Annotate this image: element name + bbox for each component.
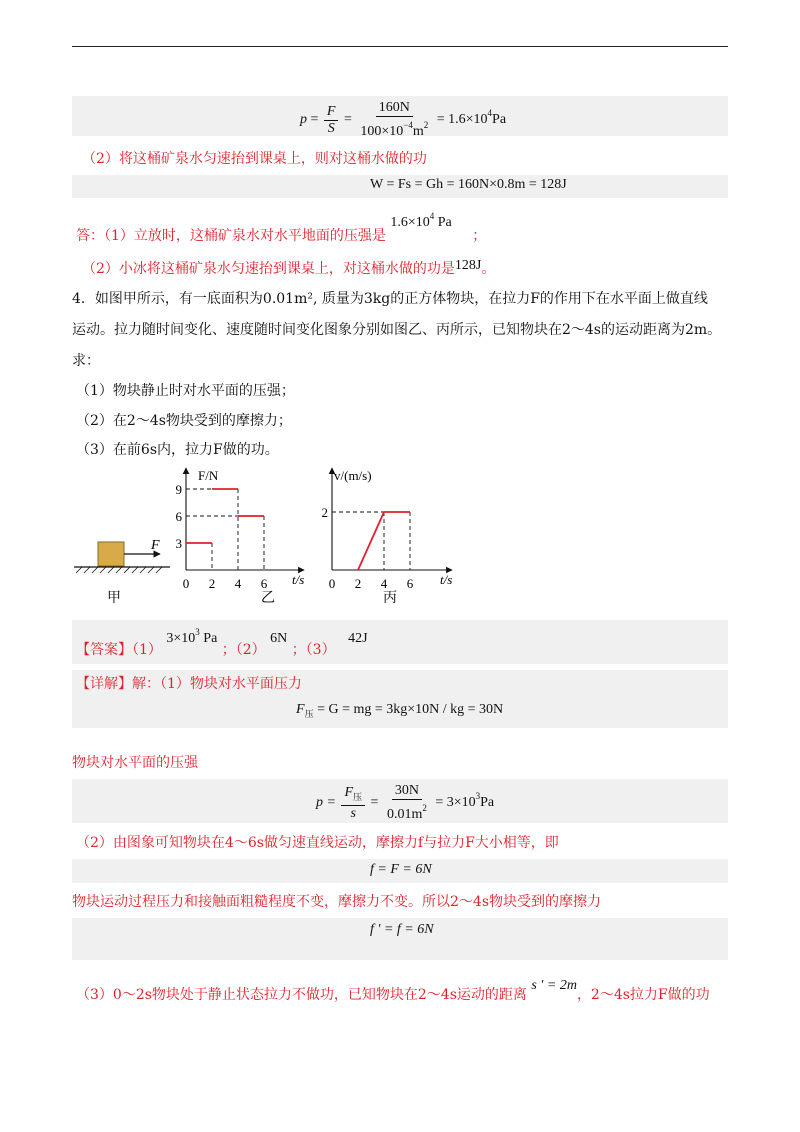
block <box>98 542 124 566</box>
x-axis-label: t/s <box>440 572 453 587</box>
detail-intro: 【详解】解：（1）物块对水平面压力 <box>76 676 302 692</box>
diagram-jia <box>74 538 170 606</box>
equation-friction: f = F = 6N <box>370 862 432 877</box>
pressure-label: 物块对水平面的压强 <box>72 755 198 771</box>
answer-band <box>72 620 728 664</box>
x-tick-label: 4 <box>234 576 242 591</box>
x-axis-label: t/s <box>292 572 305 587</box>
x-tick-label: 4 <box>380 576 388 591</box>
y-tick-label: 6 <box>175 509 182 524</box>
y-axis-label: v/(m/s) <box>334 468 372 483</box>
x-tick-label: 6 <box>406 576 414 591</box>
x-tick-label: 6 <box>260 576 268 591</box>
detail-band <box>72 670 728 728</box>
y-axis-label: F/N <box>198 468 219 483</box>
label-bing: 丙 <box>383 591 397 606</box>
y-tick-label: 9 <box>175 482 182 497</box>
chart-velocity-time <box>322 468 453 606</box>
x-tick-label: 2 <box>354 576 362 591</box>
answer-summary: 【答案】（1） $3\times 10^3$ Pa ；（2） 6N ；（3） 42J <box>76 627 368 658</box>
question-4-line-3: 求： <box>72 353 100 369</box>
label-jia: 甲 <box>107 591 121 606</box>
step3-line: （3）0～2s物块处于静止状态拉力不做功，已知物块在2～4s运动的距离 s ′ = 2m，2～4s拉力F做的功 <box>76 978 710 1003</box>
question-4-sub-3: （3）在前6s内，拉力F做的功。 <box>76 442 279 458</box>
label-yi: 乙 <box>261 591 275 606</box>
friction-note: 物块运动过程压力和接触面粗糙程度不变，摩擦力不变。所以2～4s物块受到的摩擦力 <box>72 894 601 910</box>
answer-line-2: （2）小冰将这桶矿泉水匀速抬到课桌上，对这桶水做的功是128J。 <box>82 258 496 277</box>
header-rule <box>72 46 728 47</box>
equation-band-block-pressure <box>72 779 728 823</box>
equation-band-pressure <box>72 96 728 139</box>
y-tick-label: 2 <box>321 505 328 520</box>
question-4-sub-1: （1）物块静止时对水平面的压强； <box>76 383 295 399</box>
figure-question-4 <box>60 462 480 610</box>
step2-detail: （2）由图象可知物块在4～6s做匀速直线运动，摩擦力f与拉力F大小相等，即 <box>76 835 559 851</box>
ground-hatch <box>76 567 162 573</box>
equation-band-work <box>72 175 728 198</box>
equation-work: W = Fs = Gh = 160N×0.8m = 128J <box>370 177 567 192</box>
equation-pressure: p = $\frac{F}{S}$ = $\frac{160N}{100\times 10^{-4}m^2}$ = $1.6\times 10^4Pa$ <box>300 100 507 139</box>
chart-force-time <box>176 468 305 606</box>
question-4-line-1: 4．如图甲所示，有一底面积为0.01m², 质量为3kg的正方体物块，在拉力F的作用下在水平面上做直线 <box>72 291 708 307</box>
step2-label: （2）将这桶矿泉水匀速抬到课桌上，则对这桶水做的功 <box>82 151 427 167</box>
answer-line-1: 答：（1）立放时，这桶矿泉水对水平地面的压强是 $1.6\times 10^4$ Pa ； <box>76 211 487 244</box>
equation-pressure-force: $F_压 = G$ = mg = 3kg×10N / kg = 30N <box>296 702 504 719</box>
x-tick-label: 0 <box>182 576 190 591</box>
force-label: F <box>151 538 160 553</box>
question-4-sub-2: （2）在2～4s物块受到的摩擦力； <box>76 413 292 429</box>
equation-block-pressure: p = $\frac{F_压}{s}$ = $\frac{30N}{0.01m^2}$ = $3\times 10^3Pa$ <box>316 783 495 822</box>
equation-band-friction-2 <box>72 918 728 960</box>
question-4-line-2: 运动。拉力随时间变化、速度随时间变化图象分别如图乙、丙所示，已知物块在2～4s的运动距离为2m。 <box>72 322 722 338</box>
y-tick-label: 3 <box>175 536 182 551</box>
equation-band-friction <box>72 859 728 883</box>
x-tick-label: 2 <box>208 576 216 591</box>
equation-friction-2: f ′ = f = 6N <box>370 922 434 937</box>
x-tick-label: 0 <box>328 576 336 591</box>
